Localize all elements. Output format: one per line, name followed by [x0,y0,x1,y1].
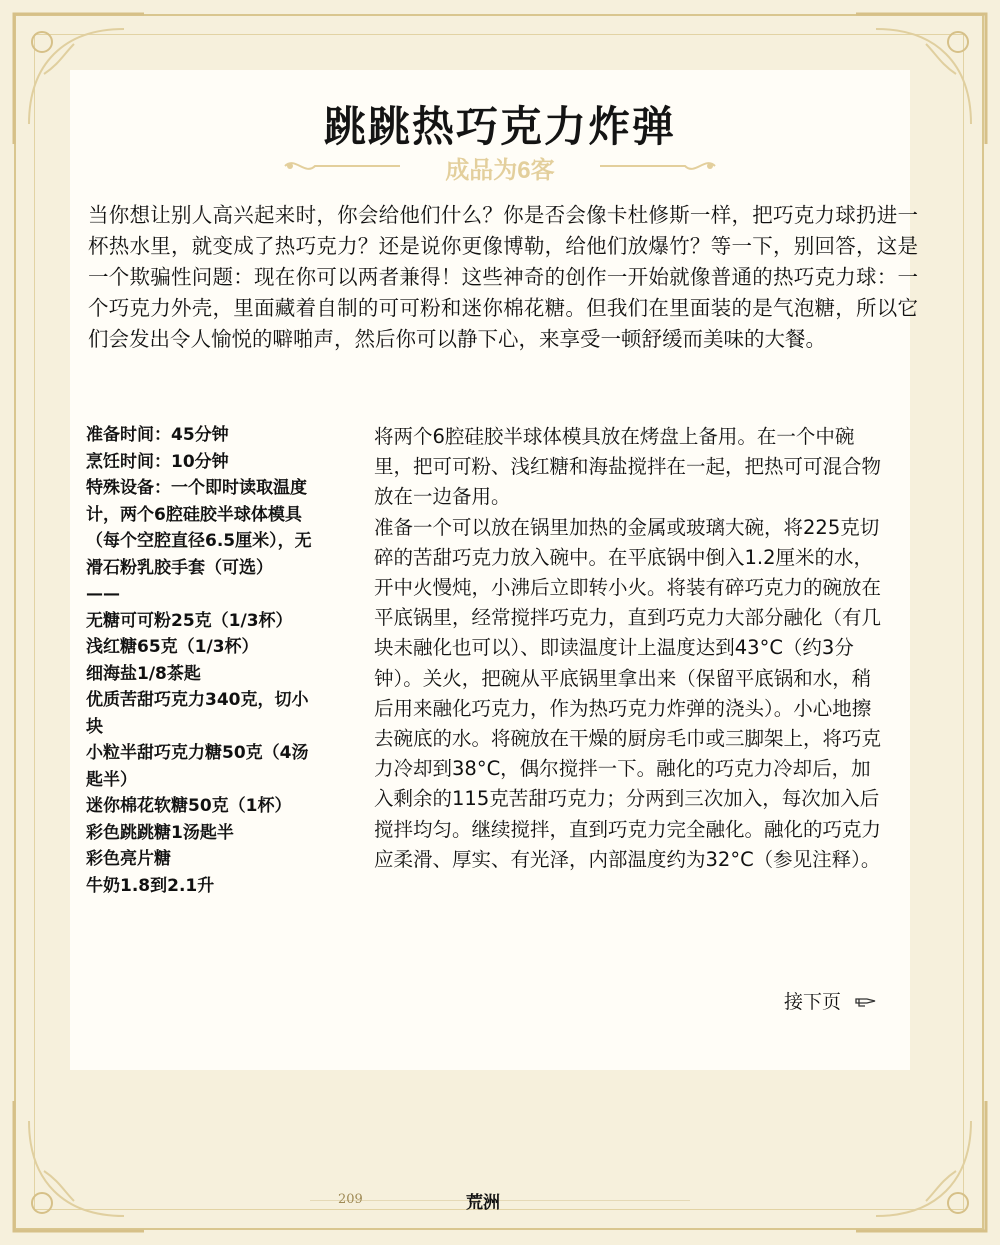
steps-column [374,422,884,875]
step-paragraph: 将两个6腔硅胶半球体模具放在烤盘上备用。在一个中碗里，把可可粉、浅红糖和海盐搅拌在一起，把热可可混合物放在一边备用。 [374,425,882,509]
recipe-title: 跳跳热巧克力炸弹 [323,102,676,151]
corner-ornament-icon [846,1091,996,1241]
prep-time: 准备时间：45分钟 [86,425,229,445]
divider: —— [86,584,120,604]
subtitle-row [280,150,720,184]
cook-time: 烹饪时间：10分钟 [86,451,229,472]
corner-ornament-icon [4,1091,154,1241]
pointing-hand-icon [855,994,877,1008]
page-number: 209 [338,1192,363,1207]
next-page-label: 接下页 [784,991,842,1013]
ingredient-item: 彩色跳跳糖1汤匙半 [86,822,234,843]
ingredient-item: 优质苦甜巧克力340克，切小块 [86,690,309,737]
next-page-indicator [784,987,877,1014]
ingredient-item: 迷你棉花软糖50克（1杯） [86,796,292,816]
ingredient-item: 无糖可可粉25克（1/3杯） [86,610,293,631]
recipe-info-column [86,422,318,899]
ingredient-item: 细海盐1/8茶匙 [86,663,201,684]
ingredient-item: 小粒半甜巧克力糖50克（4汤匙半） [86,743,309,790]
intro-paragraph: 当你想让别人高兴起来时，你会给他们什么？你是否会像卡杜修斯一样，把巧克力球扔进一杯热水里，就变成了热巧克力？还是说你更像博勒，给他们放爆竹？等一下，别回答，这是一个欺骗性问题：现在你可以两者兼得！这些神奇的创作一开始就像普通的热巧克力球：一个巧克力外壳，里面藏着自制的可可粉和迷你棉花糖。但我们在里面装的是气泡糖，所以它们会发出令人愉悦的噼啪声，然后你可以静下心，来享受一顿舒缓而美味的大餐。 [88,203,918,351]
ingredient-item: 浅红糖65克（1/3杯） [86,637,259,657]
ingredient-item: 彩色亮片糖 [86,849,171,869]
footer-line [310,1200,690,1201]
servings-subtitle: 成品为6客 [445,157,555,184]
ingredient-item: 牛奶1.8到2.1升 [86,875,215,896]
step-paragraph: 准备一个可以放在锅里加热的金属或玻璃大碗，将225克切碎的苦甜巧克力放入碗中。在平底锅中倒入1.2厘米的水，开中火慢炖，小沸后立即转小火。将装有碎巧克力的碗放在平底锅里，经常搅拌巧克力，直到巧克力大部分融化（有几块未融化也可以）、即读温度计上温度达到43°C（约3分钟）。关火，把碗从平底锅里拿出来（保留平底锅和水，稍后用来融化巧克力，作为热巧克力炸弹的浇头）。小心地擦去碗底的水。将碗放在干燥的厨房毛巾或三脚架上，将巧克力冷却到38°C，偶尔搅拌一下。融化的巧克力冷却后，加入剩余的115克苦甜巧克力；分两到三次加入，每次加入后搅拌均匀。继续搅拌，直到巧克力完全融化。融化的巧克力应柔滑、厚实、有光泽，内部温度约为32°C（参见注释）。 [374,515,882,871]
footer-label: 荒洲 [466,1193,500,1213]
special-equipment: 特殊设备：一个即时读取温度计，两个6腔硅胶半球体模具（每个空腔直径6.5厘米），无滑石粉乳胶手套（可选） [86,478,312,578]
